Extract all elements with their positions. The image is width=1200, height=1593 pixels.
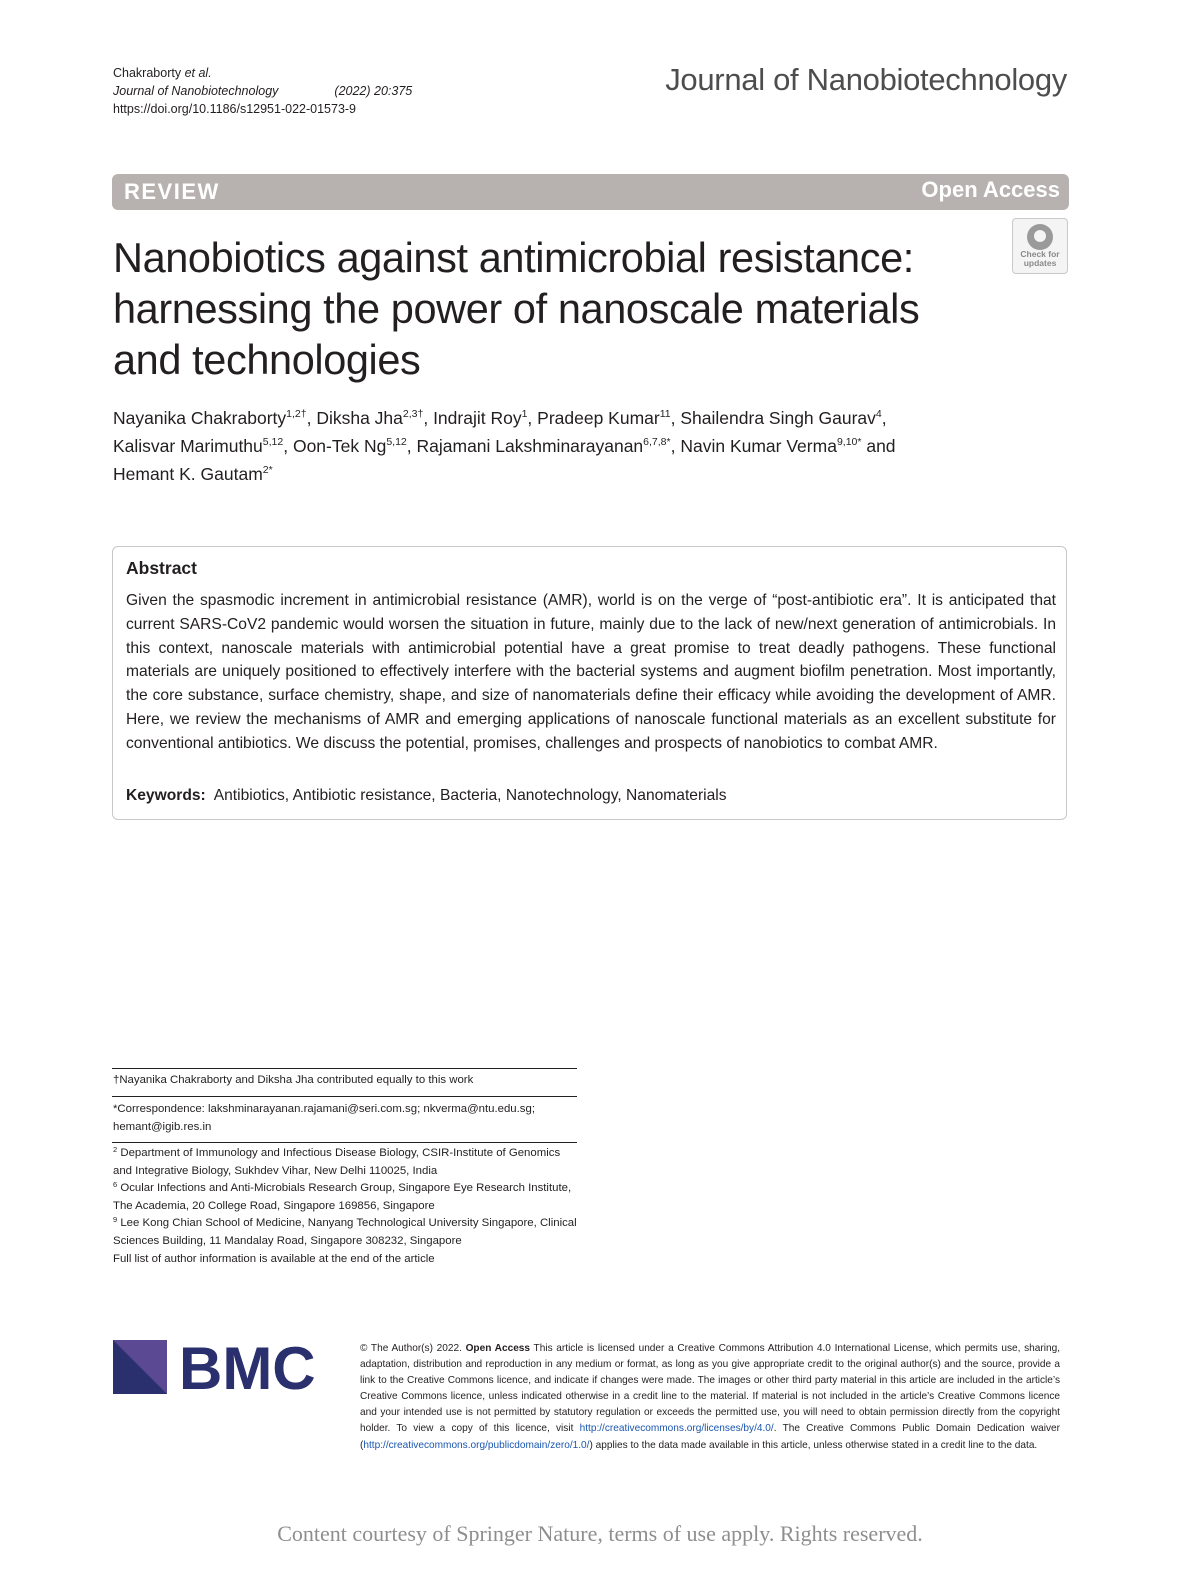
author-affiliation: 2,3† [402, 408, 424, 420]
footnote-correspondence[interactable]: *Correspondence: lakshminarayanan.rajamani@seri.com.sg; nkverma@ntu.edu.sg; hemant@igib.res.in [113, 1103, 535, 1133]
check-for-updates-badge[interactable]: Check for updates [1012, 218, 1068, 274]
footnote-divider [112, 1142, 577, 1143]
licence-open-access: Open Access [465, 1343, 531, 1354]
author-affiliation: 11 [659, 408, 671, 420]
author-info-note: Full list of author information is available at the end of the article [113, 1252, 435, 1265]
keywords-list: Antibiotics, Antibiotic resistance, Bacteria, Nanotechnology, Nanomaterials [213, 787, 727, 804]
cc-by-link[interactable]: http://creativecommons.org/licenses/by/4.0/ [579, 1423, 774, 1435]
author-affiliation: 1 [521, 408, 528, 420]
author-name[interactable]: Hemant K. Gautam [113, 464, 263, 484]
year-volume: (2022) 20:375 [334, 84, 413, 98]
author-name[interactable]: Navin Kumar Verma [680, 436, 837, 456]
author-affiliation: 2* [262, 464, 273, 476]
author-name[interactable]: Diksha Jha [316, 408, 403, 428]
footnote-divider [112, 1096, 577, 1097]
courtesy-watermark: Content courtesy of Springer Nature, terms of use apply. Rights reserved. [277, 1521, 923, 1546]
author-affiliation: 6,7,8* [643, 436, 671, 448]
author-list: Nayanika Chakraborty$^{1,2\dagger}$, Diksha Jha$^{2,3\dagger}$, Indrajit Roy$^1$, Pradeep Kumar$^{11}$, Shailendra Singh Gaurav$^4$, Kalisvar Marimuthu$^{5,12}$, Oon-Tek Ng$^{5,12}$, Rajamani Lakshminarayanan$^{6,7,8*}$, Navin Kumar Verma$^{9,10*}$ and Hemant K. Gautam$^{2*}$ [113, 408, 896, 484]
author-affiliation: 9,10* [836, 436, 862, 448]
author-short: Chakraborty et al. [113, 66, 212, 80]
author-affiliation: 5,12 [386, 436, 407, 448]
journal-name: Journal of Nanobiotechnology [665, 62, 1067, 97]
abstract-box [112, 546, 1067, 820]
author-name[interactable]: Pradeep Kumar [537, 408, 660, 428]
bmc-logo-text: BMC [179, 1340, 316, 1394]
author-name[interactable]: Rajamani Lakshminarayanan [416, 436, 644, 456]
journal-citation: Journal of Nanobiotechnology (2022) 20:375 [113, 84, 413, 98]
article-title: Nanobiotics against antimicrobial resistance: harnessing the power of nanoscale materials and technologies [113, 234, 920, 383]
author-name[interactable]: Indrajit Roy [433, 408, 522, 428]
doi-link[interactable]: https://doi.org/10.1186/s12951-022-01573-9 [113, 102, 357, 116]
article-type-label: REVIEW [124, 179, 220, 204]
affiliation-9: $^9$ Lee Kong Chian School of Medicine, Nanyang Technological University Singapore, Clinical Sciences Building, 11 Mandalay Road, Singapore 308232, Singapore [113, 1215, 577, 1247]
open-access-label: Open Access [921, 177, 1060, 202]
et-al: et al. [184, 66, 212, 80]
bmc-logo [113, 1340, 329, 1394]
abstract-heading: Abstract [126, 558, 197, 578]
cc-zero-link[interactable]: http://creativecommons.org/publicdomain/zero/1.0/ [363, 1439, 590, 1451]
author-affiliation: 5,12 [262, 436, 284, 448]
update-icon [1027, 224, 1053, 250]
bmc-logo-graphic [113, 1340, 329, 1394]
author-name[interactable]: Nayanika Chakraborty [113, 408, 287, 428]
footnote-divider [112, 1068, 577, 1069]
abstract-text: Given the spasmodic increment in antimicrobial resistance (AMR), world is on the verge of “post-antibiotic era”. It is anticipated that current SARS-CoV2 pandemic would worsen the situation in future, mainly due to the lack of new/next generation of antimicrobials. In this context, nanoscale materials with antimicrobial potential have a great promise to treat deadly pathogens. These functional materials are uniquely positioned to effectively interfere with the bacterial systems and augment biofilm penetration. Most importantly, the core substance, surface chemistry, shape, and size of nanomaterials define their efficacy while avoiding the development of AMR. Here, we review the mechanisms of AMR and emerging applications of nanoscale functional materials as an excellent substitute for conventional antibiotics. We discuss the potential, promises, challenges and prospects of nanobiotics to combat AMR. [126, 592, 1056, 752]
keywords [126, 785, 727, 807]
affiliation-6: $^6$ Ocular Infections and Anti-Microbials Research Group, Singapore Eye Research Institute, The Academia, 20 College Road, Singapore 169856, Singapore [113, 1180, 572, 1212]
author-name[interactable]: Oon-Tek Ng [292, 436, 387, 456]
author-name[interactable]: Shailendra Singh Gaurav [680, 408, 876, 428]
author-affiliation: 1,2† [286, 408, 307, 420]
affiliations [113, 1145, 577, 1268]
author-name[interactable]: Kalisvar Marimuthu [113, 436, 263, 456]
keywords-label: Keywords: [126, 787, 206, 804]
citation-block [113, 64, 412, 118]
affiliation-2: $^2$ Department of Immunology and Infectious Disease Biology, CSIR-Institute of Genomics and Integrative Biology, Sukhdev Vihar, New Delhi 110025, India [113, 1145, 561, 1177]
licence-text: © The Author(s) 2022. Open Access This article is licensed under a Creative Commons Attribution 4.0 International License, which permits use, sharing, adaptation, distribution and reproduction in any medium or format, as long as you give appropriate credit to the original author(s) and the source, provide a link to the Creative Commons licence, and indicate if changes were made. The images or other third party material in this article are included in the article’s Creative Commons licence, unless indicated otherwise in a credit line to the material. If material is not included in the article’s Creative Commons licence and your intended use is not permitted by statutory regulation or exceeds the permitted use, you will need to obtain permission directly from the copyright holder. To view a copy of this licence, visit http://creativecommons.org/licenses/by/4.0/. The Creative Commons Public Domain Dedication waiver (http://creativecommons.org/publicdomain/zero/1.0/) applies to the data made available in this article, unless otherwise stated in a credit line to the data. [360, 1343, 1061, 1451]
footnote-equal-contribution: †Nayanika Chakraborty and Diksha Jha contributed equally to this work [113, 1074, 474, 1086]
article-type-bar [112, 174, 1069, 210]
author-affiliation: 4 [875, 408, 882, 420]
